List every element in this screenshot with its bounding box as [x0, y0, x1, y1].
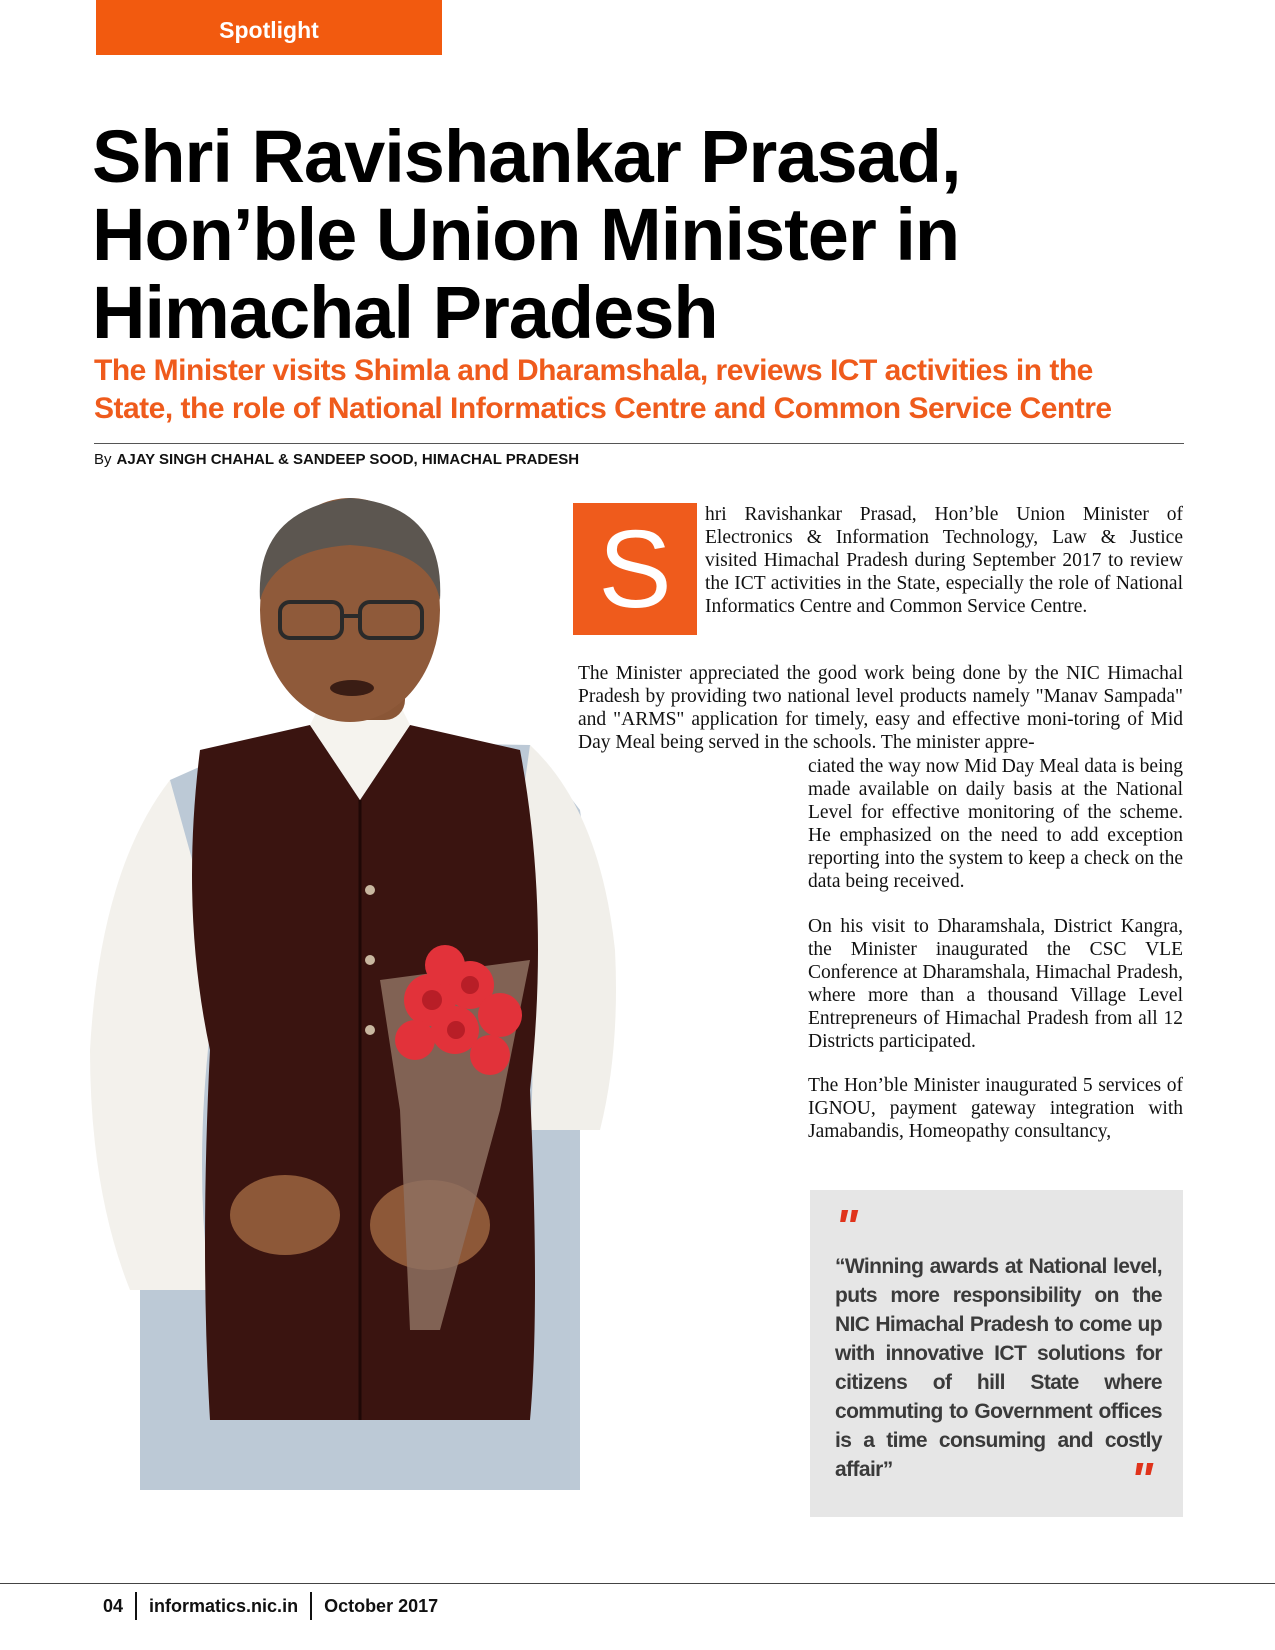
page-footer — [103, 1592, 438, 1620]
footer-separator — [310, 1592, 312, 1620]
close-quote-icon: " — [1130, 1454, 1153, 1507]
article-subtitle: The Minister visits Shimla and Dharamshala, reviews ICT activities in the State, the role of National Informatics Centre and Common Service Centre — [94, 354, 1112, 425]
byline-authors: AJAY SINGH CHAHAL & SANDEEP SOOD, HIMACHAL PRADESH — [116, 451, 580, 468]
article-paragraph-5: The Hon’ble Minister inaugurated 5 services of IGNOU, payment gateway integration with Jamabandis, Homeopathy consultancy, — [808, 1075, 1183, 1142]
drop-cap: S — [573, 503, 697, 635]
footer-divider — [0, 1583, 1275, 1584]
article-paragraph-3: ciated the way now Mid Day Meal data is being made available on daily basis at the National Level for effective monitoring of the scheme. He emphasized on the need to add exception reporting into the system to keep a check on the data being received. — [808, 756, 1183, 892]
footer-separator — [135, 1592, 137, 1620]
article-title: Shri Ravishankar Prasad, Hon’ble Union Minister in Himachal Pradesh — [92, 115, 961, 354]
footer-website: informatics.nic.in — [149, 1595, 299, 1616]
pull-quote-text: “Winning awards at National level, puts more responsibility on the NIC Himachal Pradesh to come up with innovative ICT solutions for citizens of hill State where commuting to Government offices is a time consuming and costly affair” — [835, 1255, 1162, 1481]
title-divider — [94, 443, 1184, 444]
section-tag: Spotlight — [96, 0, 442, 55]
byline-prefix: By — [94, 451, 112, 468]
article-paragraph-1: hri Ravishankar Prasad, Hon’ble Union Minister of Electronics & Information Technology, Law & Justice visited Himachal Pradesh during September 2017 to review the ICT activities in the State, especially the role of National Informatics Centre and Common Service Centre. — [705, 504, 1183, 617]
footer-issue: October 2017 — [324, 1595, 439, 1616]
article-paragraph-2: The Minister appreciated the good work being done by the NIC Himachal Pradesh by providing two national level products namely "Manav Sampada" and "ARMS" application for timely, easy and effective moni-toring of Mid Day Meal being served in the schools. The minister appre- — [578, 663, 1183, 753]
byline — [94, 451, 579, 468]
page-number: 04 — [103, 1595, 124, 1616]
article-paragraph-4: On his visit to Dharamshala, District Kangra, the Minister inaugurated the CSC VLE Conference at Dharamshala, Himachal Pradesh, where more than a thousand Village Level Entrepreneurs of Himachal Pradesh from all 12 Districts participated. — [808, 916, 1183, 1052]
open-quote-icon: " — [835, 1201, 858, 1254]
pull-quote-box — [810, 1190, 1183, 1517]
minister-photo — [60, 490, 620, 1520]
